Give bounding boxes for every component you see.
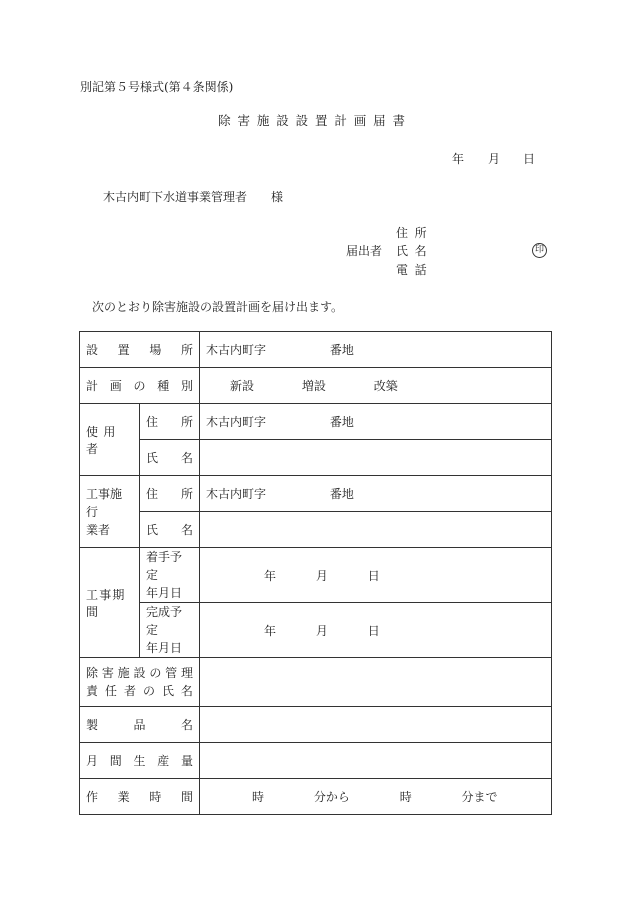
period-end-month: 月 [315,623,328,638]
label-char: 氏 [161,684,174,698]
label-char: 設 [133,666,146,680]
user-banchi: 番地 [329,415,354,429]
manager-label-cell [80,658,200,707]
label-char: 害 [101,666,114,680]
user-town: 木古内町字 [206,415,267,429]
period-start-day: 日 [367,568,380,583]
notifier-name-label: 氏名 [396,244,434,258]
label-char: 氏 [146,523,159,537]
label-char: 所 [180,343,193,357]
label-char: 別 [180,379,193,393]
row-user-address [80,404,552,440]
plan-option-new[interactable]: 新設 [230,379,255,393]
date-year: 年 [452,152,465,166]
label-char: 所 [180,415,193,429]
label-char: 氏 [146,451,159,465]
contractor-address-value-cell[interactable] [200,476,552,512]
label-char: の [149,666,162,680]
period-label-cell [80,548,140,658]
label-char: 製 [86,718,99,732]
row-plan-type [80,368,552,404]
label-char: 置 [117,343,130,357]
label-char: 設 [86,343,99,357]
label-char: 月 [86,754,99,768]
location-banchi: 番地 [329,343,354,357]
label-char: 責 [86,684,99,698]
period-start-line2: 年月日 [146,586,183,600]
contractor-label-line1: 工事施行 [86,486,123,519]
label-char: 種 [157,379,170,393]
label-char: の [133,379,146,393]
label-char: 作 [86,790,99,804]
period-end-day: 日 [367,623,380,638]
plan-type-value-cell [200,368,552,404]
label-char: 所 [180,487,193,501]
contractor-label-cell [80,476,140,548]
location-label-cell [80,332,200,368]
plan-option-expansion[interactable]: 増設 [301,379,326,393]
label-char: 場 [149,343,162,357]
period-end-year: 年 [264,623,277,638]
label-char: 施 [117,666,130,680]
period-end-line2: 年月日 [146,641,183,655]
row-period-end [80,603,552,658]
label-char: 理 [180,666,193,680]
contractor-address-label-cell [140,476,200,512]
label-char: 量 [180,754,193,768]
user-label: 使用者 [86,424,121,456]
period-start-label-cell [140,548,200,603]
monthly-output-label-cell [80,743,200,779]
location-value-cell[interactable] [200,332,552,368]
period-start-year: 年 [264,568,277,583]
label-char: 生 [133,754,146,768]
user-address-value-cell[interactable] [200,404,552,440]
row-product [80,707,552,743]
notifier-phone-label: 電話 [396,263,434,277]
label-char: 名 [180,523,193,537]
label-char: 名 [180,451,193,465]
user-name-value-cell[interactable] [200,440,552,476]
row-period-start [80,548,552,603]
seal-mark: 印 [532,243,547,258]
notifier-address-label: 住所 [396,226,434,240]
work-from-hour: 時 [252,790,265,804]
application-table [79,331,552,815]
statement: 次のとおり除害施設の設置計画を届け出ます。 [92,300,344,314]
row-monthly-output [80,743,552,779]
contractor-town: 木古内町字 [206,487,267,501]
product-value-cell[interactable] [200,707,552,743]
user-name-label-cell [140,440,200,476]
user-label-cell [80,404,140,476]
label-char: 品 [133,718,146,732]
document-title: 除害施設設置計画届書 [218,113,412,128]
label-char: 住 [146,415,159,429]
label-char: 者 [123,684,136,698]
label-char: 時 [149,790,162,804]
notifier-group-label: 届出者 [346,244,383,258]
period-label: 工事期間 [86,587,126,619]
row-work-hours [80,779,552,815]
plan-type-label-cell [80,368,200,404]
label-char: 間 [109,754,122,768]
period-start-line1: 着手予定 [146,550,183,582]
row-contractor-address [80,476,552,512]
date-month: 月 [488,152,501,166]
contractor-banchi: 番地 [329,487,354,501]
manager-value-cell[interactable] [200,658,552,707]
product-label-cell [80,707,200,743]
row-user-name [80,440,552,476]
label-char: 任 [104,684,117,698]
label-char: 計 [86,379,99,393]
work-to-min: 分まで [461,790,498,804]
date-day: 日 [523,152,536,166]
label-char: 間 [180,790,193,804]
work-to-hour: 時 [399,790,412,804]
period-start-value-cell[interactable] [200,548,552,603]
monthly-output-value-cell[interactable] [200,743,552,779]
contractor-name-value-cell[interactable] [200,512,552,548]
plan-option-renovation[interactable]: 改築 [373,379,398,393]
period-end-label-cell [140,603,200,658]
work-hours-value-cell[interactable] [200,779,552,815]
location-town: 木古内町字 [206,343,267,357]
user-address-label-cell [140,404,200,440]
label-char: 管 [165,666,178,680]
row-manager [80,658,552,707]
label-char: 除 [86,666,99,680]
contractor-name-label-cell [140,512,200,548]
period-start-month: 月 [315,568,328,583]
label-char: 画 [109,379,122,393]
contractor-label-line2: 業者 [86,522,111,537]
period-end-value-cell[interactable] [200,603,552,658]
addressee: 木古内町下水道事業管理者 様 [103,190,284,204]
work-from-min: 分から [313,790,350,804]
label-char: 名 [180,684,193,698]
work-hours-label-cell [80,779,200,815]
label-char: 産 [157,754,170,768]
row-location [80,332,552,368]
label-char: 名 [180,718,193,732]
label-char: の [142,684,155,698]
label-char: 住 [146,487,159,501]
row-contractor-name [80,512,552,548]
label-char: 業 [117,790,130,804]
period-end-line1: 完成予定 [146,605,183,637]
form-number: 別記第５号様式(第４条関係) [80,80,234,94]
